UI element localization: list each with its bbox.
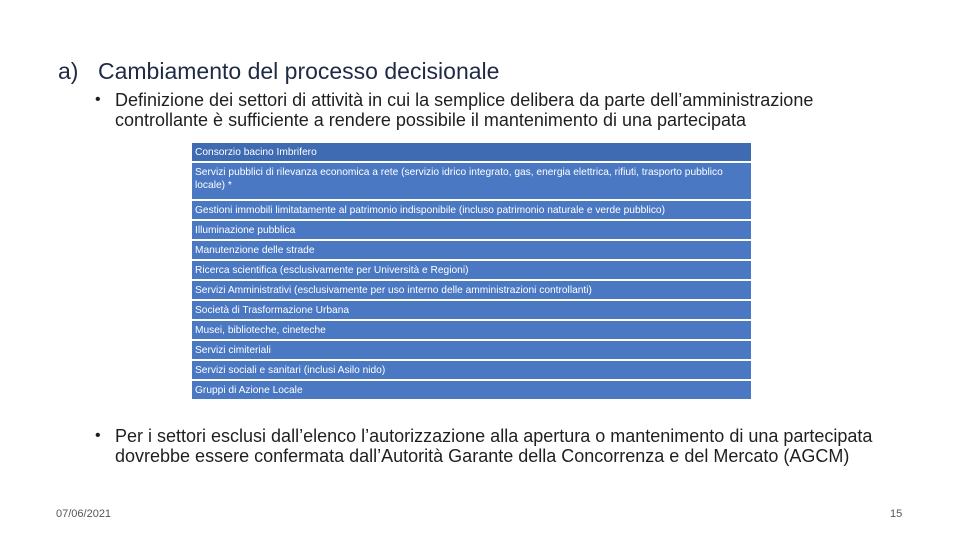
table-row: Gruppi di Azione Locale — [192, 381, 751, 401]
table-row: Servizi sociali e sanitari (inclusi Asilo nido) — [192, 361, 751, 381]
table-row: Servizi Amministrativi (esclusivamente per uso interno delle amministrazioni controllanti) — [192, 281, 751, 301]
bullet-dot: • — [95, 91, 101, 108]
bullet-dot: • — [95, 427, 101, 444]
sector-table — [192, 143, 751, 401]
bullet-definition — [95, 90, 895, 130]
heading-text: Cambiamento del processo decisionale — [98, 58, 500, 84]
heading-number: a) — [58, 58, 79, 84]
footer-date: 07/06/2021 — [56, 508, 112, 520]
table-row: Servizi pubblici di rilevanza economica a rete (servizio idrico integrato, gas, energia elettrica, rifiuti, trasporto pubblico locale) * — [192, 163, 751, 201]
table-row: Illuminazione pubblica — [192, 221, 751, 241]
table-row: Musei, biblioteche, cineteche — [192, 321, 751, 341]
slide-heading — [58, 58, 499, 85]
table-row: Ricerca scientifica (esclusivamente per Università e Regioni) — [192, 261, 751, 281]
bullet-excluded — [95, 426, 895, 466]
table-row: Manutenzione delle strade — [192, 241, 751, 261]
bullet-excluded-text: Per i settori esclusi dall’elenco l’autorizzazione alla apertura o mantenimento di una partecipata dovrebbe essere confermata dall’Autorità Garante della Concorrenza e del Mercato (AGCM) — [115, 426, 873, 466]
table-row: Gestioni immobili limitatamente al patrimonio indisponibile (incluso patrimonio naturale e verde pubblico) — [192, 201, 751, 221]
table-row: Servizi cimiteriali — [192, 341, 751, 361]
page-number: 15 — [890, 508, 903, 520]
table-row: Società di Trasformazione Urbana — [192, 301, 751, 321]
table-row: Consorzio bacino Imbrifero — [192, 143, 751, 163]
bullet-definition-text: Definizione dei settori di attività in cui la semplice delibera da parte dell’amministrazione controllante è sufficiente a rendere possibile il mantenimento di una partecipata — [115, 90, 814, 130]
